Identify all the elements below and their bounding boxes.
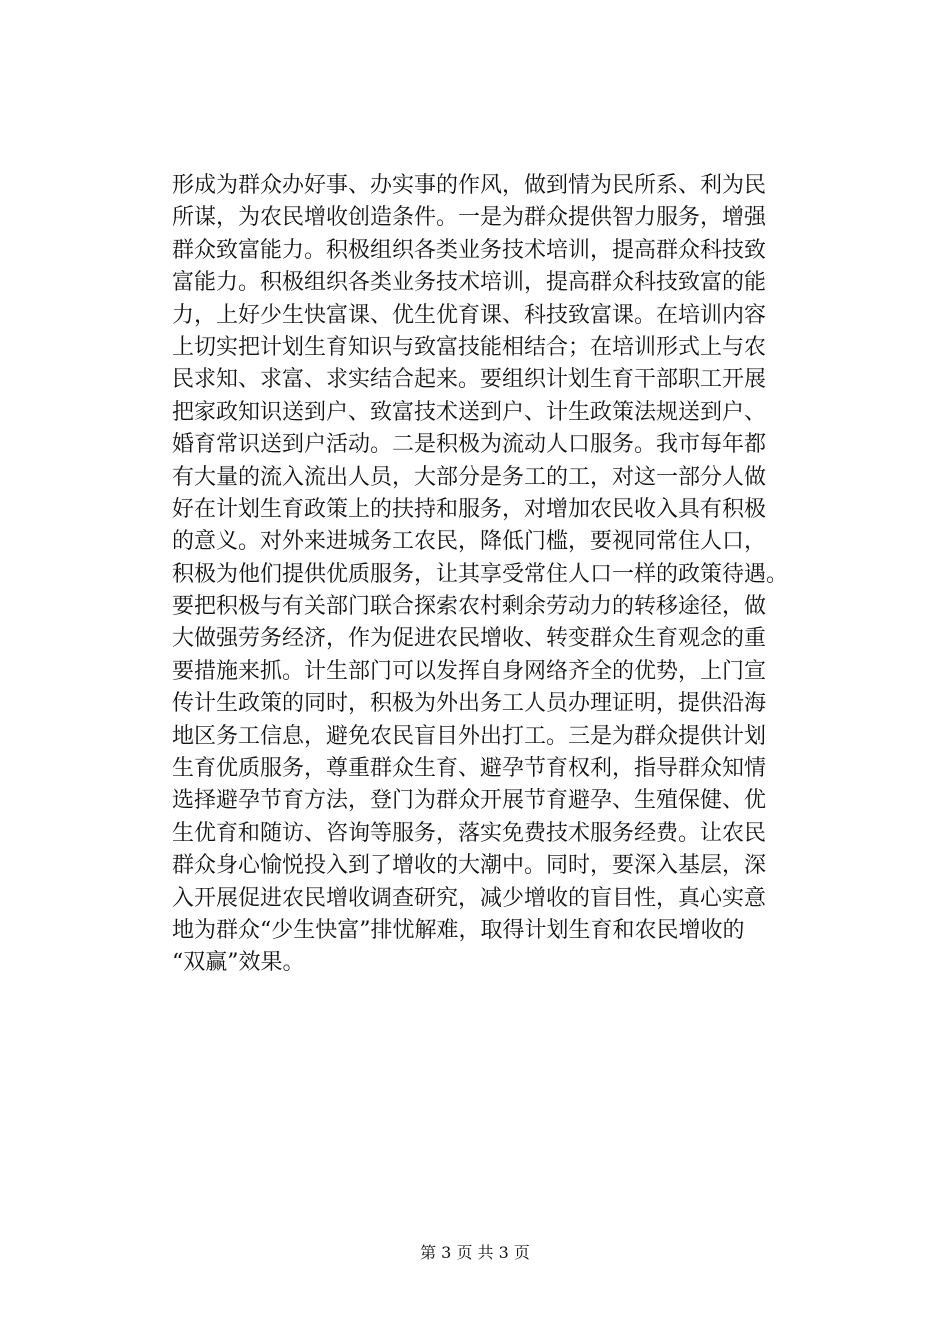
text-line: 所谋，为农民增收创造条件。一是为群众提供智力服务，增强 — [172, 205, 767, 231]
text-line: 富能力。积极组织各类业务技术培训，提高群众科技致富的能 — [172, 270, 767, 296]
text-line: 民求知、求富、求实结合起来。要组织计划生育干部职工开展 — [172, 367, 767, 393]
text-line: 入开展促进农民增收调查研究，减少增收的盲目性，真心实意 — [172, 885, 767, 911]
text-line: 群众致富能力。积极组织各类业务技术培训，提高群众科技致 — [172, 237, 767, 263]
text-line: 形成为群众办好事、办实事的作风，做到情为民所系、利为民 — [172, 173, 767, 198]
text-line: 好在计划生育政策上的扶持和服务，对增加农民收入具有积极 — [172, 496, 767, 522]
text-line: 生优育和随访、咨询等服务，落实免费技术服务经费。让农民 — [172, 820, 767, 846]
text-line: 传计生政策的同时，积极为外出务工人员办理证明，提供沿海 — [172, 691, 767, 717]
text-line: “双赢”效果。 — [172, 950, 305, 976]
page-number: 第 3 页 共 3 页 — [420, 1243, 530, 1262]
text-line: 有大量的流入流出人员，大部分是务工的工，对这一部分人做 — [172, 464, 767, 490]
body-text — [172, 170, 792, 980]
text-line: 要措施来抓。计生部门可以发挥自身网络齐全的优势，上门宣 — [172, 658, 767, 684]
text-line: 生育优质服务，尊重群众生育、避孕节育权利，指导群众知情 — [172, 756, 767, 782]
text-line: 的意义。对外来进城务工农民，降低门槛，要视同常住人口， — [172, 529, 767, 555]
text-line: 要把积极与有关部门联合探索农村剩余劳动力的转移途径，做 — [172, 594, 767, 620]
text-line: 地区务工信息，避免农民盲目外出打工。三是为群众提供计划 — [172, 723, 767, 749]
text-line: 力，上好少生快富课、优生优育课、科技致富课。在培训内容 — [172, 302, 767, 328]
text-line: 地为群众“少生快富”排忧解难，取得计划生育和农民增收的 — [172, 917, 745, 943]
text-line: 大做强劳务经济，作为促进农民增收、转变群众生育观念的重 — [172, 626, 767, 652]
text-line: 群众身心愉悦投入到了增收的大潮中。同时，要深入基层，深 — [172, 853, 767, 879]
text-line: 把家政知识送到户、致富技术送到户、计生政策法规送到户、 — [172, 399, 767, 425]
text-line: 上切实把计划生育知识与致富技能相结合；在培训形式上与农 — [172, 334, 767, 360]
text-line: 选择避孕节育方法，登门为群众开展节育避孕、生殖保健、优 — [172, 788, 767, 814]
text-line: 积极为他们提供优质服务，让其享受常住人口一样的政策待遇。 — [172, 561, 789, 587]
text-line: 婚育常识送到户活动。二是积极为流动人口服务。我市每年都 — [172, 432, 767, 458]
page-footer — [0, 1243, 950, 1263]
